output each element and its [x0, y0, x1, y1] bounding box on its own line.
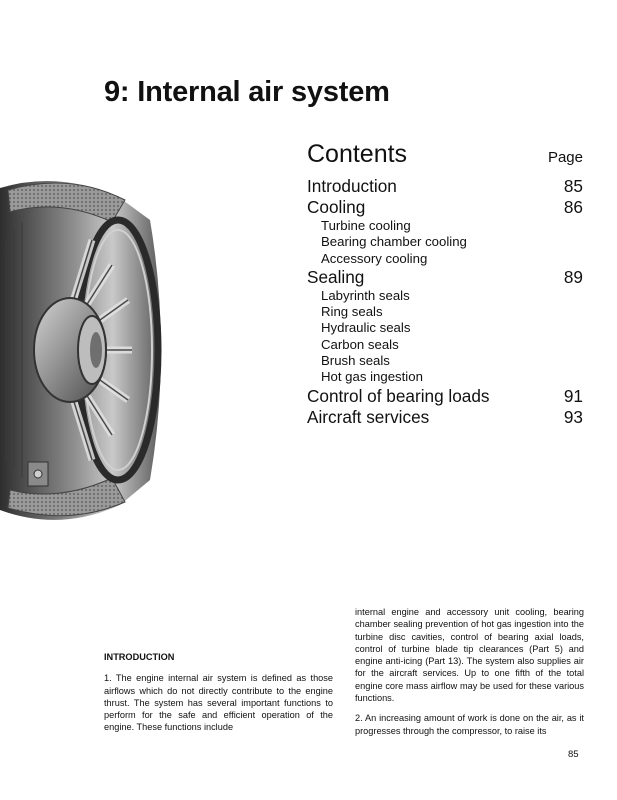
chapter-title: 9: Internal air system — [104, 76, 390, 108]
paragraph-1-continued: internal engine and accessory unit cooling, bearing chamber sealing prevention of hot gas ingestion into the turbine disc cavities, control of bearing axial loads, control of turbine blade tip clearances (Part 5) and engine anti-icing (Part 13). The system also supplies air for the aircraft services. Up to one fifth of the total engine core mass airflow may be used for these various functions. — [355, 607, 584, 704]
page-column-label: Page — [547, 149, 583, 166]
contents-list — [307, 176, 583, 428]
contents-subentry: Carbon seals — [321, 336, 399, 352]
contents-entry-page: 89 — [563, 266, 583, 287]
contents-entry-title: Sealing — [307, 266, 365, 287]
contents-subentry: Labyrinth seals — [321, 287, 410, 303]
contents-entry-page: 91 — [563, 385, 583, 406]
paragraph-1: 1. The engine internal air system is defined as those airflows which do not directly contribute to the engine thrust. The system has several important functions to perform for the safe and efficient operation of the engine. These functions include — [104, 673, 333, 733]
contents-entry — [307, 176, 583, 197]
contents-subentry: Bearing chamber cooling — [321, 234, 467, 250]
contents-subentry: Turbine cooling — [321, 218, 411, 233]
paragraph-2: 2. An increasing amount of work is done on the air, as it progresses through the compressor, to raise its — [355, 713, 584, 736]
contents-subentry: Accessory cooling — [321, 250, 428, 266]
section-heading-introduction: INTRODUCTION — [104, 652, 175, 662]
contents-subentry: Hydraulic seals — [321, 320, 411, 336]
contents-heading: Contents — [307, 140, 408, 168]
contents-entry — [307, 386, 583, 407]
contents-entry-title: Control of bearing loads — [307, 385, 490, 406]
contents-entry-page: 86 — [563, 197, 583, 217]
right-text-column — [355, 606, 584, 745]
contents-entry — [307, 267, 583, 288]
contents-subentry: Hot gas ingestion — [321, 369, 423, 385]
contents-entry-title: Aircraft services — [307, 406, 430, 427]
table-of-contents — [307, 140, 583, 428]
contents-entry-page: 85 — [563, 176, 583, 196]
contents-entry-title: Introduction — [307, 176, 397, 196]
page-number: 85 — [568, 749, 579, 760]
contents-subentry: Brush seals — [321, 353, 390, 369]
contents-entry — [307, 407, 583, 428]
contents-entry — [307, 197, 583, 218]
engine-cutaway-illustration — [0, 160, 170, 535]
contents-header — [307, 140, 583, 172]
contents-entry-page: 93 — [563, 406, 583, 427]
contents-entry-title: Cooling — [307, 197, 366, 217]
contents-subentry: Ring seals — [321, 304, 383, 320]
left-text-column — [104, 651, 333, 742]
